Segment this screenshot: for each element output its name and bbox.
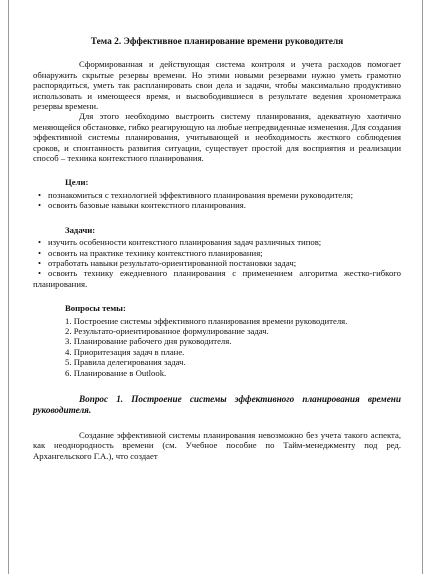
tasks-heading: Задачи: bbox=[65, 224, 96, 235]
tasks-item: • освоить на практике технику контекстного планирования; bbox=[38, 247, 263, 258]
document-page bbox=[8, 0, 423, 574]
goals-item: • освоить базовые навыки контекстного планирования. bbox=[38, 200, 246, 211]
question-1-heading: Вопрос 1. Построение системы эффективного планирования времени руководителя. bbox=[33, 393, 401, 415]
question-item: 2. Результато-ориентированное формулирование задач. bbox=[65, 325, 269, 336]
bullet-icon: • bbox=[38, 237, 42, 248]
bullet-icon: • bbox=[38, 247, 42, 258]
tasks-item: • освоить технику ежедневного планирования с применением алгоритма жестко-гибкого планирования. bbox=[33, 268, 401, 289]
question-item: 4. Приоритезация задач в плане. bbox=[65, 346, 185, 357]
intro-paragraph-2: Для этого необходимо выстроить систему планирования, адекватную хаотично меняющейся обстановке, гибко реагирующую на любые непредвиденные изменения. Для создания эффективной системы планирования, учитывающей и необходимость жесткого соблюдения сроков, и спонтанность развития ситуации, существует простой для восприятия и реализации способ – техника контекстного планирования. bbox=[33, 111, 402, 164]
page-title: Тема 2. Эффективное планирование времени руководителя bbox=[90, 37, 344, 47]
bullet-icon: • bbox=[38, 189, 42, 200]
bullet-icon: • bbox=[38, 257, 42, 268]
question-item: 5. Правила делегирования задач. bbox=[65, 357, 186, 368]
question-item: 3. Планирование рабочего дня руководителя. bbox=[65, 336, 232, 347]
tasks-item: • отработать навыки результато-ориентированной постановки задач; bbox=[38, 257, 297, 268]
goals-heading: Цели: bbox=[65, 177, 89, 188]
question-1-paragraph: Создание эффективной системы планирования невозможно без учета такого аспекта, как неоднородность времени (см. Учебное пособие по Тайм-менеджменту под ред. Архангельского Г.А.), что создает bbox=[33, 429, 401, 461]
question-item: 1. Построение системы эффективного планирования времени руководителя. bbox=[65, 315, 348, 326]
bullet-icon: • bbox=[38, 200, 42, 211]
questions-heading: Вопросы темы: bbox=[65, 303, 126, 314]
page-content bbox=[33, 37, 401, 461]
intro-paragraph-1: Сформированная и действующая система контроля и учета расходов помогает обнаружить скрытые резервы времени. Но этими новыми резервами нужно уметь грамотно распорядиться, уметь так распланировать свои дела и задачи, чтобы максимально продуктивно использовать и имеющееся время, и высвободившиеся в результате ведения хронометража резервы времени. bbox=[33, 59, 401, 112]
goals-item: • познакомиться с технологией эффективного планирования времени руководителя; bbox=[38, 189, 353, 200]
question-item: 6. Планирование в Outlook. bbox=[65, 367, 167, 378]
bullet-icon: • bbox=[38, 268, 42, 279]
tasks-item: • изучить особенности контекстного планирования задач различных типов; bbox=[38, 237, 322, 248]
